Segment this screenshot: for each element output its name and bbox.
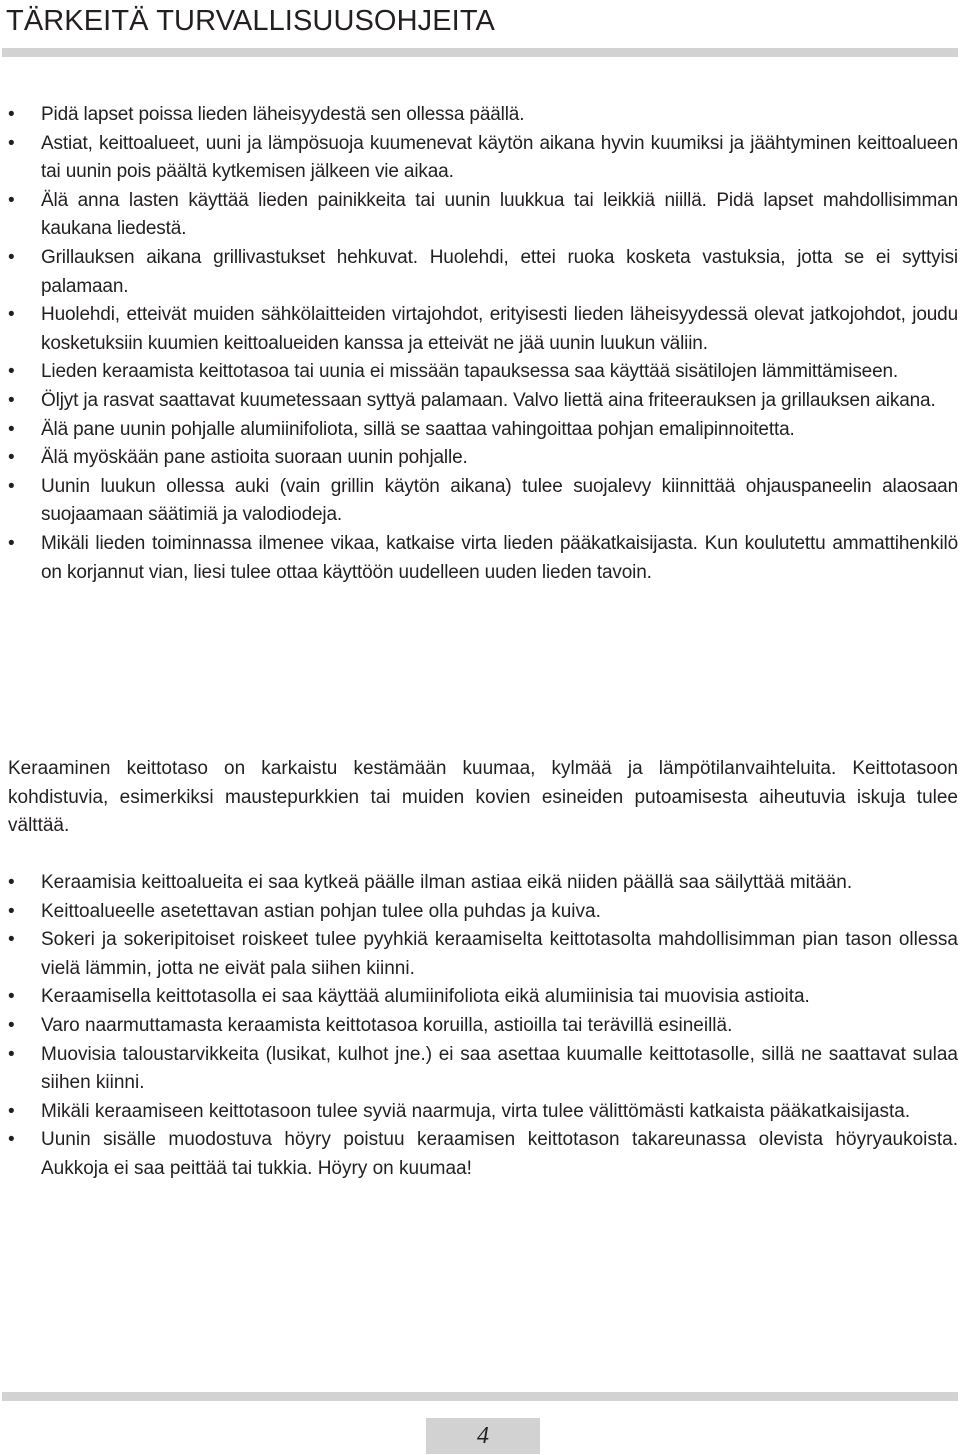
list-item <box>8 530 958 587</box>
bullet-icon: • <box>8 132 15 154</box>
list-item-text: Mikäli lieden toiminnassa ilmenee vikaa, katkaise virta lieden pääkatkaisijasta. Kun koulutettu ammattihenkilö on korjannut vian, liesi tulee ottaa käyttöön uudelleen uuden lieden tavoin. <box>41 532 958 583</box>
list-item <box>8 301 958 358</box>
bullet-icon: • <box>8 389 15 411</box>
list-item <box>8 1126 958 1183</box>
list-item <box>8 473 958 530</box>
list-item <box>8 983 958 1012</box>
bullet-icon: • <box>8 418 15 440</box>
bullet-icon: • <box>8 475 15 497</box>
list-item-text: Älä myöskään pane astioita suoraan uunin pohjalle. <box>41 447 468 469</box>
bullet-icon: • <box>8 447 15 469</box>
list-item-text: Sokeri ja sokeripitoiset roiskeet tulee pyyhkiä keraamiselta keittotasolta mahdollisimman pian tason ollessa vielä lämmin, jotta ne eivät pala siihen kiinni. <box>41 929 958 979</box>
list-item <box>8 444 958 473</box>
list-item-text: Muovisia taloustarvikkeita (lusikat, kulhot jne.) ei saa asettaa kuumalle keittotasolle, sillä ne saattavat sulaa siihen kiinni. <box>41 1043 958 1094</box>
bullet-icon: • <box>8 104 15 125</box>
bullet-icon: • <box>8 900 15 922</box>
list-item-text: Mikäli keraamiseen keittotasoon tulee syviä naarmuja, virta tulee välittömästi katkaista pääkatkaisijasta. <box>41 1100 911 1122</box>
ceramic-hob-paragraph: Keraaminen keittotaso on karkaistu kestämään kuumaa, kylmää ja lämpötilanvaihteluita. Keittotasoon kohdistuvia, esimerkiksi maustepurkkien tai muiden kovien esineiden putoamisesta aiheutuvia iskuja tulee välttää. <box>8 758 958 837</box>
bullet-icon: • <box>8 1129 15 1151</box>
bullet-icon: • <box>8 246 15 268</box>
list-item-text: Keraamisella keittotasolla ei saa käyttää alumiinifoliota eikä alumiinisia tai muovisia astioita. <box>41 986 810 1008</box>
list-item <box>8 130 958 187</box>
safety-list-ceramic-hob <box>8 869 958 1184</box>
list-item <box>8 244 958 301</box>
page-title: TÄRKEITÄ TURVALLISUUSOHJEITA <box>6 5 495 37</box>
list-item-text: Pidä lapset poissa lieden läheisyydestä sen ollessa päällä. <box>41 104 525 125</box>
bullet-icon: • <box>8 929 15 951</box>
safety-list-general <box>8 101 958 587</box>
list-item-text: Grillauksen aikana grillivastukset hehkuvat. Huolehdi, ettei ruoka kosketa vastuksia, jotta se ei syttyisi palamaan. <box>41 246 958 297</box>
footer-divider <box>2 1392 958 1401</box>
list-item-text: Uunin sisälle muodostuva höyry poistuu keraamisen keittotason takareunassa olevista höyryaukoista. Aukkoja ei saa peittää tai tukkia. Höyry on kuumaa! <box>41 1129 958 1179</box>
bullet-icon: • <box>8 532 15 554</box>
list-item <box>8 1098 958 1127</box>
list-item <box>8 869 958 898</box>
list-item-text: Älä anna lasten käyttää lieden painikkeita tai uunin luukkua tai leikkiä niillä. Pidä lapset mahdollisimman kaukana liedestä. <box>41 189 958 240</box>
list-item-text: Astiat, keittoalueet, uuni ja lämpösuoja kuumenevat käytön aikana hyvin kuumiksi ja jäähtyminen keittoalueen tai uunin pois päältä kytkemisen jälkeen vie aikaa. <box>41 132 958 183</box>
list-item <box>8 358 958 387</box>
list-item <box>8 1012 958 1041</box>
bullet-icon: • <box>8 986 15 1008</box>
bullet-icon: • <box>8 1100 15 1122</box>
list-item <box>8 187 958 244</box>
list-item-text: Älä pane uunin pohjalle alumiinifoliota, sillä se saattaa vahingoittaa pohjan emalipinnoitetta. <box>41 418 795 440</box>
bullet-icon: • <box>8 872 15 893</box>
list-item-text: Lieden keraamista keittotasoa tai uunia ei missään tapauksessa saa käyttää sisätilojen lämmittämiseen. <box>41 361 899 383</box>
list-item <box>8 926 958 983</box>
list-item-text: Huolehdi, etteivät muiden sähkölaitteiden virtajohdot, erityisesti lieden läheisyydessä olevat jatkojohdot, joudu kosketuksiin kuumien keittoalueiden kanssa ja etteivät ne jää uunin luukun väliin. <box>41 304 958 354</box>
list-item <box>8 387 958 416</box>
list-item-text: Keraamisia keittoalueita ei saa kytkeä päälle ilman astiaa eikä niiden päällä saa säilyttää mitään. <box>41 872 853 893</box>
list-item <box>8 898 958 927</box>
list-item-text: Varo naarmuttamasta keraamista keittotasoa koruilla, astioilla tai terävillä esineillä. <box>41 1014 733 1036</box>
bullet-icon: • <box>8 1043 15 1065</box>
bullet-icon: • <box>8 189 15 211</box>
list-item <box>8 416 958 445</box>
list-item <box>8 1041 958 1098</box>
title-divider <box>2 48 958 57</box>
list-item-text: Uunin luukun ollessa auki (vain grillin käytön aikana) tulee suojalevy kiinnittää ohjauspaneelin alaosaan suojaamaan säätimiä ja valodiodeja. <box>41 475 958 526</box>
list-item-text: Keittoalueelle asetettavan astian pohjan tulee olla puhdas ja kuiva. <box>41 900 601 922</box>
bullet-icon: • <box>8 361 15 383</box>
bullet-icon: • <box>8 1014 15 1036</box>
list-item <box>8 101 958 130</box>
list-item-text: Öljyt ja rasvat saattavat kuumetessaan syttyä palamaan. Valvo liettä aina friteerauksen ja grillauksen aikana. <box>41 389 936 411</box>
page-number: 4 <box>426 1418 540 1454</box>
bullet-icon: • <box>8 304 15 326</box>
